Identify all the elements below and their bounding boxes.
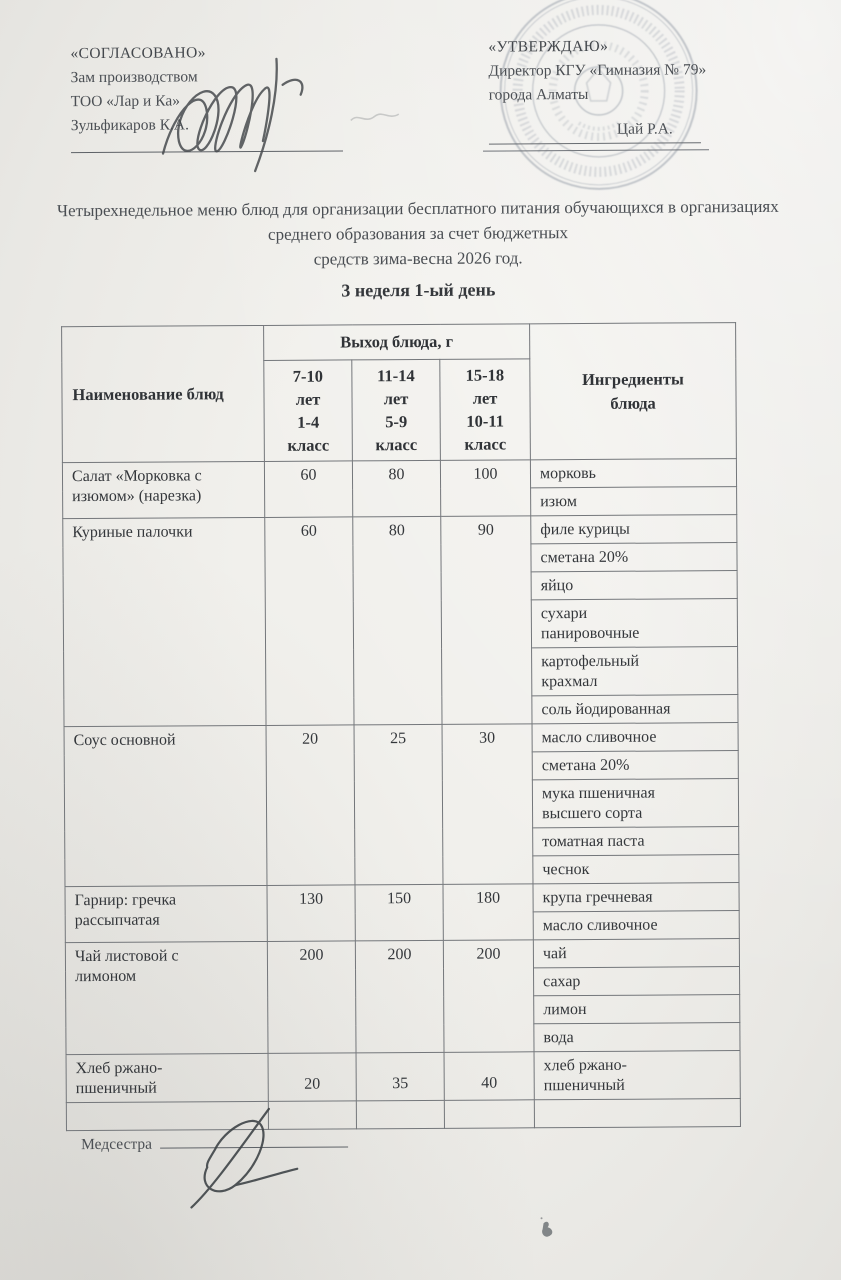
ingredient-cell: яйцо bbox=[531, 571, 737, 600]
ingredient-cell: изюм bbox=[531, 487, 737, 516]
approval-block bbox=[488, 34, 729, 151]
ingredient-cell: сахар bbox=[534, 967, 740, 996]
director-signature-line bbox=[489, 120, 701, 144]
ingredient-cell: сметана 20% bbox=[532, 751, 738, 780]
dish-name-cell: Куриные палочки bbox=[63, 517, 266, 726]
dish-name-cell: Гарнир: гречка рассыпчатая bbox=[65, 885, 267, 942]
ingredient-cell: сухари панировочные bbox=[531, 599, 737, 648]
header-ingredients: Ингредиенты блюда bbox=[530, 323, 737, 460]
ingredient-cell: крупа гречневая bbox=[533, 883, 739, 912]
ingredient-cell: морковь bbox=[530, 459, 736, 488]
portion-cell bbox=[444, 1100, 534, 1129]
dish-name-cell: Чай листовой с лимоном bbox=[65, 941, 268, 1054]
header-age-group-3: 15-18 лет 10-11 класс bbox=[440, 359, 531, 461]
ingredient-cell: чай bbox=[533, 939, 739, 968]
portion-cell: 20 bbox=[268, 1053, 356, 1102]
approval-title: «УТВЕРЖДАЮ» bbox=[488, 37, 609, 56]
ingredient-cell: лимон bbox=[534, 995, 740, 1024]
portion-cell: 25 bbox=[354, 724, 443, 885]
ink-smudge bbox=[536, 1215, 558, 1241]
portion-cell: 40 bbox=[444, 1052, 534, 1101]
table-header-row-1 bbox=[62, 323, 736, 362]
portion-cell: 60 bbox=[264, 461, 352, 518]
portion-cell: 130 bbox=[267, 885, 355, 942]
table-row bbox=[66, 1051, 740, 1103]
portion-cell: 90 bbox=[441, 516, 532, 725]
portion-cell: 200 bbox=[267, 941, 356, 1054]
table-row bbox=[65, 939, 739, 971]
portion-cell: 80 bbox=[352, 460, 440, 517]
header-output: Выход блюда, г bbox=[264, 324, 530, 361]
portion-cell: 150 bbox=[355, 884, 443, 941]
ingredient-cell: картофельный крахмал bbox=[532, 647, 738, 696]
approval-line-1: Директор КГУ «Гимназия № 79» bbox=[488, 61, 707, 80]
signature-nurse bbox=[171, 1103, 332, 1214]
dish-name-cell: Соус основной bbox=[64, 725, 267, 886]
menu-table bbox=[61, 322, 741, 1131]
approved-line-1: Зам производством bbox=[70, 68, 198, 87]
table-row bbox=[65, 883, 739, 915]
portion-cell: 200 bbox=[355, 940, 444, 1053]
ingredient-cell bbox=[534, 1099, 740, 1128]
ingredient-cell: филе курицы bbox=[531, 515, 737, 544]
dish-name-cell: Салат «Морковка с изюмом» (нарезка) bbox=[62, 461, 264, 518]
portion-cell: 35 bbox=[356, 1052, 444, 1101]
signature-pencil-mark bbox=[349, 108, 409, 128]
dish-name-cell: Хлеб ржано- пшеничный bbox=[66, 1053, 268, 1102]
approved-title: «СОГЛАСОВАНО» bbox=[70, 44, 206, 63]
approval-line-2: города Алматы bbox=[488, 85, 589, 104]
nurse-label: Медсестра bbox=[81, 1135, 153, 1154]
portion-cell: 200 bbox=[443, 940, 534, 1053]
title-line-2: среднего образования за счет бюджетных bbox=[267, 223, 569, 244]
ingredient-cell: хлеб ржано- пшеничный bbox=[534, 1051, 740, 1100]
title-line-3: средств зима-весна 2026 год. bbox=[313, 248, 523, 269]
ingredient-cell: вода bbox=[534, 1023, 740, 1052]
ingredient-cell: мука пшеничная высшего сорта bbox=[532, 779, 738, 828]
ingredient-cell: чеснок bbox=[533, 855, 739, 884]
ingredient-cell: соль йодированная bbox=[532, 695, 738, 724]
table-row bbox=[62, 459, 736, 491]
table-row bbox=[63, 515, 737, 547]
approved-line-2: ТОО «Лар и Ка» bbox=[70, 92, 180, 111]
menu-table-body bbox=[62, 459, 740, 1131]
title-line-1: Четырехнедельное меню блюд для организации бесплатного питания обучающихся в организациях bbox=[56, 196, 779, 221]
portion-cell: 20 bbox=[266, 725, 355, 886]
portion-cell bbox=[356, 1100, 444, 1129]
portion-cell: 100 bbox=[440, 460, 530, 517]
header-age-group-2: 11-14 лет 5-9 класс bbox=[352, 359, 441, 461]
ingredient-cell: масло сливочное bbox=[533, 911, 739, 940]
header-age-group-1: 7-10 лет 1-4 класс bbox=[264, 360, 353, 462]
table-row-empty bbox=[66, 1099, 740, 1131]
table-row bbox=[64, 723, 738, 755]
ingredient-cell: масло сливочное bbox=[532, 723, 738, 752]
ingredient-cell: томатная паста bbox=[533, 827, 739, 856]
portion-cell: 80 bbox=[353, 516, 442, 725]
document-title bbox=[0, 193, 839, 273]
portion-cell: 30 bbox=[442, 724, 533, 885]
portion-cell: 60 bbox=[265, 517, 354, 726]
director-name: Цай Р.А. bbox=[616, 120, 673, 138]
week-day-subtitle: 3 неделя 1-ый день bbox=[341, 279, 496, 301]
ingredient-cell: сметана 20% bbox=[531, 543, 737, 572]
portion-cell: 180 bbox=[443, 884, 533, 941]
signature-left bbox=[154, 52, 345, 173]
header-dish-name: Наименование блюд bbox=[62, 325, 265, 462]
approved-name: Зульфикаров К.А. bbox=[70, 116, 190, 135]
